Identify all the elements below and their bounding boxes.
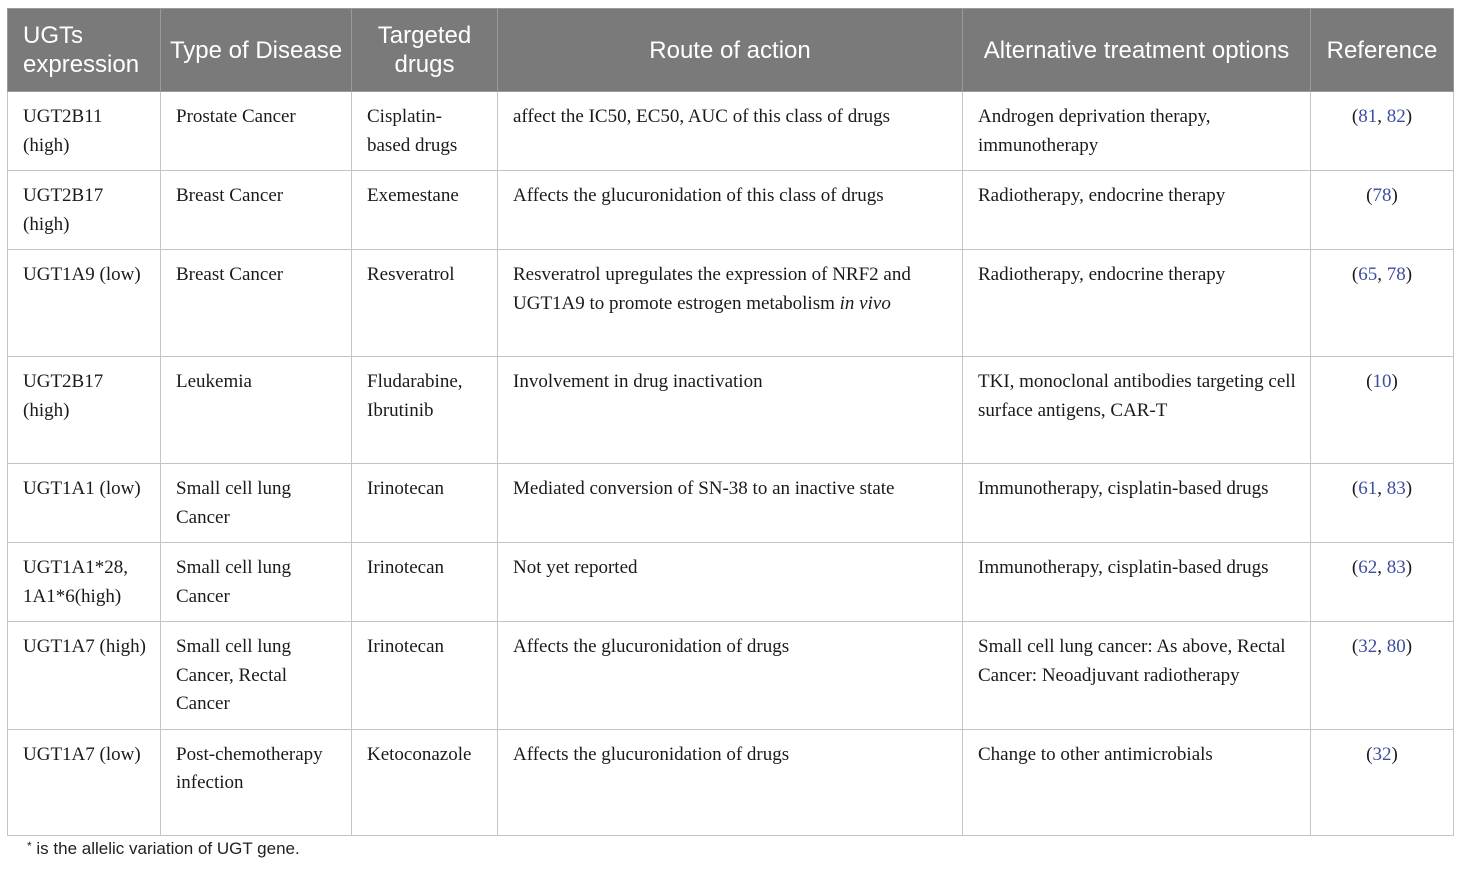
cell-ugt-expression: UGT1A1 (low) xyxy=(8,464,161,543)
table-row xyxy=(8,250,1454,357)
table-row xyxy=(8,357,1454,464)
cell-route xyxy=(498,250,963,357)
header-reference: Reference xyxy=(1311,9,1454,92)
cell-drugs: Ketoconazole xyxy=(352,729,498,835)
reference-link[interactable]: 61 xyxy=(1358,478,1378,499)
table-row xyxy=(8,171,1454,250)
cell-alternative: Androgen deprivation therapy, immunotherapy xyxy=(963,92,1311,171)
cell-disease: Small cell lung Cancer, Rectal Cancer xyxy=(161,622,352,730)
cell-alternative: Small cell lung cancer: As above, Rectal Cancer: Neoadjuvant radiotherapy xyxy=(963,622,1311,730)
cell-disease: Leukemia xyxy=(161,357,352,464)
cell-alternative: TKI, monoclonal antibodies targeting cell surface antigens, CAR-T xyxy=(963,357,1311,464)
cell-reference: (61, 83) xyxy=(1311,464,1454,543)
cell-route: Not yet reported xyxy=(498,543,963,622)
cell-route: Mediated conversion of SN-38 to an inactive state xyxy=(498,464,963,543)
cell-alternative: Radiotherapy, endocrine therapy xyxy=(963,171,1311,250)
cell-reference: (62, 83) xyxy=(1311,543,1454,622)
header-targeted-drugs: Targeted drugs xyxy=(352,9,498,92)
cell-ugt-expression: UGT2B11 (high) xyxy=(8,92,161,171)
reference-link[interactable]: 32 xyxy=(1358,636,1378,657)
data-table xyxy=(7,8,1454,836)
table-row xyxy=(8,622,1454,730)
header-type-of-disease: Type of Disease xyxy=(161,9,352,92)
cell-reference: (32, 80) xyxy=(1311,622,1454,730)
table-row xyxy=(8,464,1454,543)
cell-disease: Breast Cancer xyxy=(161,171,352,250)
route-italic-text: in vivo xyxy=(839,292,891,314)
cell-reference: (10) xyxy=(1311,357,1454,464)
reference-link[interactable]: 62 xyxy=(1358,557,1378,578)
cell-drugs: Exemestane xyxy=(352,171,498,250)
header-alternative-treatment-options: Alternative treatment options xyxy=(963,9,1311,92)
cell-route: affect the IC50, EC50, AUC of this class of drugs xyxy=(498,92,963,171)
reference-link[interactable]: 82 xyxy=(1386,106,1406,127)
cell-ugt-expression: UGT2B17 (high) xyxy=(8,171,161,250)
table-row xyxy=(8,543,1454,622)
cell-route: Involvement in drug inactivation xyxy=(498,357,963,464)
cell-disease: Post-chemotherapy infection xyxy=(161,729,352,835)
cell-route: Affects the glucuronidation of drugs xyxy=(498,622,963,730)
cell-disease: Small cell lung Cancer xyxy=(161,464,352,543)
cell-reference: (78) xyxy=(1311,171,1454,250)
cell-alternative: Radiotherapy, endocrine therapy xyxy=(963,250,1311,357)
cell-route: Affects the glucuronidation of drugs xyxy=(498,729,963,835)
cell-disease: Small cell lung Cancer xyxy=(161,543,352,622)
cell-reference: (32) xyxy=(1311,729,1454,835)
reference-link[interactable]: 78 xyxy=(1372,185,1392,206)
reference-link[interactable]: 83 xyxy=(1386,478,1406,499)
cell-drugs: Resveratrol xyxy=(352,250,498,357)
table-row xyxy=(8,92,1454,171)
cell-route: Affects the glucuronidation of this class of drugs xyxy=(498,171,963,250)
footnote-mark: * xyxy=(27,839,32,853)
cell-alternative: Immunotherapy, cisplatin-based drugs xyxy=(963,543,1311,622)
reference-link[interactable]: 81 xyxy=(1358,106,1378,127)
footnote-text: is the allelic variation of UGT gene. xyxy=(36,839,300,858)
cell-drugs: Irinotecan xyxy=(352,543,498,622)
cell-ugt-expression: UGT1A7 (low) xyxy=(8,729,161,835)
reference-link[interactable]: 65 xyxy=(1358,264,1378,285)
table-footnote xyxy=(27,839,300,859)
reference-link[interactable]: 10 xyxy=(1372,371,1392,392)
cell-drugs: Cisplatin-based drugs xyxy=(352,92,498,171)
cell-disease: Prostate Cancer xyxy=(161,92,352,171)
cell-alternative: Change to other antimicrobials xyxy=(963,729,1311,835)
reference-link[interactable]: 80 xyxy=(1386,636,1406,657)
header-ugts-expression: UGTs expression xyxy=(8,9,161,92)
cell-ugt-expression: UGT1A9 (low) xyxy=(8,250,161,357)
cell-ugt-expression: UGT1A7 (high) xyxy=(8,622,161,730)
cell-alternative: Immunotherapy, cisplatin-based drugs xyxy=(963,464,1311,543)
cell-reference: (65, 78) xyxy=(1311,250,1454,357)
cell-drugs: Irinotecan xyxy=(352,464,498,543)
cell-drugs: Fludarabine, Ibrutinib xyxy=(352,357,498,464)
cell-ugt-expression: UGT2B17 (high) xyxy=(8,357,161,464)
reference-link[interactable]: 78 xyxy=(1386,264,1406,285)
header-route-of-action: Route of action xyxy=(498,9,963,92)
reference-link[interactable]: 32 xyxy=(1372,743,1392,765)
cell-disease: Breast Cancer xyxy=(161,250,352,357)
cell-reference: (81, 82) xyxy=(1311,92,1454,171)
cell-ugt-expression: UGT1A1*28, 1A1*6(high) xyxy=(8,543,161,622)
reference-link[interactable]: 83 xyxy=(1386,557,1406,578)
table-row xyxy=(8,729,1454,835)
table-header-row xyxy=(8,9,1454,92)
route-text: Resveratrol upregulates the expression of NRF2 and UGT1A9 to promote estrogen metabolism xyxy=(513,264,911,314)
cell-drugs: Irinotecan xyxy=(352,622,498,730)
